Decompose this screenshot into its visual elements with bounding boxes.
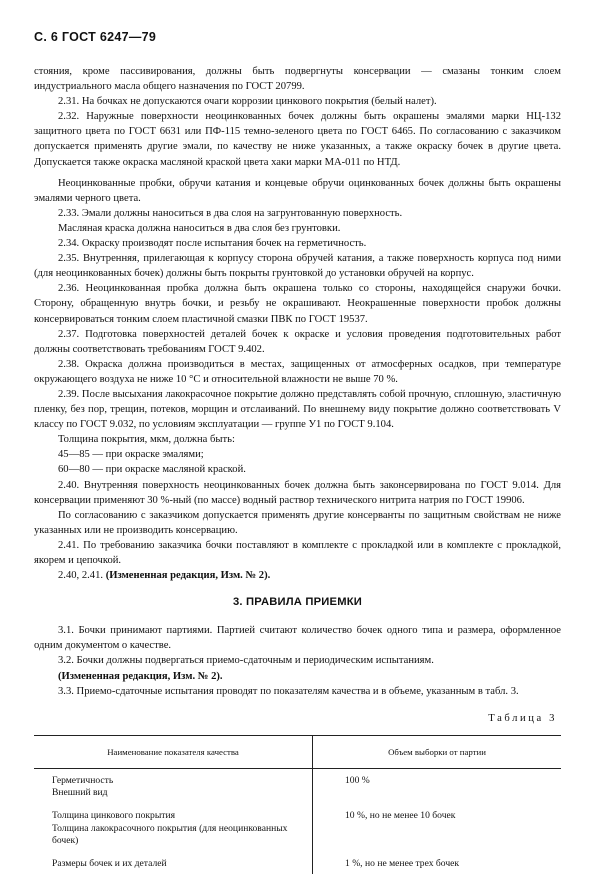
paragraph-2-40: 2.40. Внутренняя поверхность неоцинкованных бочек должна быть законсервирована по ГОСТ 9.014. Для консервации применяют 30 %-ный (по массе) водный раствор технического нитрита натрия по ГОСТ 19906. [34, 479, 561, 506]
table-header-cell: Объем выборки от партии [313, 735, 562, 768]
amendment-note [34, 568, 561, 583]
amendment-note: (Измененная редакция, Изм. № 2). [58, 670, 223, 682]
paragraph: Масляная краска должна наноситься в два слоя без грунтовки. [58, 222, 341, 234]
table-row [34, 768, 561, 804]
table-caption: Таблица 3 [488, 712, 557, 724]
document-body [34, 64, 561, 874]
paragraph-2-41: 2.41. По требованию заказчика бочки поставляют в комплекте с прокладкой или в комплекте с прокладкой, якорем и цепочкой. [34, 539, 561, 566]
cell-line: Внешний вид [52, 787, 108, 799]
table-row [34, 852, 561, 875]
table-cell [34, 768, 313, 804]
paragraph-2-31: 2.31. На бочках не допускаются очаги коррозии цинкового покрытия (белый налет). [58, 96, 437, 108]
paragraph-2-37: 2.37. Подготовка поверхностей деталей бочек к окраске и условия проведения подготовительных работ должны соответствовать требованиям ГОСТ 9.402. [34, 328, 561, 355]
table-header-row [34, 735, 561, 768]
paragraph: По согласованию с заказчиком допускается применять другие консерванты по защитным свойствам не ниже указанных или не производить консервацию. [34, 509, 561, 536]
paragraph-2-32: 2.32. Наружные поверхности неоцинкованных бочек должны быть окрашены эмалями марки НЦ-132 защитного цвета по ГОСТ 6631 или ПФ-115 темно-зеленого цвета по ГОСТ 6465. По согласованию с заказчиком допускается применять другие эмали, по качеству не ниже указанных, а также окраску бочек в другие цвета. Допускается также окраска масляной краской цвета хаки марки МА-011 по НТД. [34, 111, 561, 168]
paragraph-2-33: 2.33. Эмали должны наноситься в два слоя на загрунтованную поверхность. [58, 207, 403, 219]
paragraph-2-34: 2.34. Окраску производят после испытания бочек на герметичность. [58, 238, 367, 250]
table-cell [34, 852, 313, 875]
cell-line: Герметичность [52, 774, 114, 786]
paragraph-2-36: 2.36. Неоцинкованная пробка должна быть окрашена только со стороны, находящейся снаружи бочки. Сторону, обращенную внутрь бочки, и резьбу не окрашивают. Неокрашенные поверхности пробок должны консервироваться тонким слоем пластичной смазки ПВК по ГОСТ 19537. [34, 283, 561, 325]
paragraph-2-39: 2.39. После высыхания лакокрасочное покрытие должно представлять собой прочную, сплошную, эластичную пленку, без пор, трещин, потеков, морщин и отслаиваний. По внешнему виду покрытие должно соответствовать V классу по ГОСТ 9.032, по условиям эксплуатации — группе У1 по ГОСТ 9.104. [34, 388, 561, 431]
paragraph-3-3: 3.3. Приемо-сдаточные испытания проводят по показателям качества и в объеме, указанным в табл. 3. [58, 685, 519, 697]
table-header-cell: Наименование показателя качества [34, 735, 313, 768]
table-cell: 10 %, но не менее 10 бочек [345, 810, 456, 822]
table-row [34, 804, 561, 852]
paragraph-2-38: 2.38. Окраска должна производиться в местах, защищенных от атмосферных осадков, при температуре окружающего воздуха не ниже 10 °С и относительной влажности не выше 70 %. [34, 358, 561, 385]
paragraph-2-35: 2.35. Внутренняя, прилегающая к корпусу сторона обручей катания, а также поверхность корпуса под ними (для неоцинкованных бочек) должны быть покрыты грунтовкой до установки обручей на корпус. [34, 253, 561, 280]
list-item: 45—85 — при окраске эмалями; [58, 449, 204, 461]
paragraph: Толщина покрытия, мкм, должна быть: [58, 434, 235, 446]
paragraph: Неоцинкованные пробки, обручи катания и концевые обручи оцинкованных бочек должны быть окрашены эмалями черного цвета. [34, 177, 561, 204]
table-cell: 1 %, но не менее трех бочек [345, 857, 460, 869]
cell-line: Толщина лакокрасочного покрытия (для неоцинкованных бочек) [52, 822, 288, 847]
cell-line: Толщина цинкового покрытия [52, 810, 176, 822]
amendment-text: (Измененная редакция, Изм. № 2). [105, 570, 271, 582]
table-cell: 100 % [345, 774, 370, 786]
paragraph: стояния, кроме пассивирования, должны быть подвергнуты консервации — смазаны тонким слоем индустриального масла общего назначения по ГОСТ 20799. [34, 66, 561, 93]
paragraph-3-2: 3.2. Бочки должны подвергаться приемо-сдаточным и периодическим испытаниям. [58, 655, 434, 667]
cell-line: Размеры бочек и их деталей [52, 857, 167, 869]
amendment-ref: 2.40, 2.41. [58, 570, 104, 582]
table-cell [34, 804, 313, 852]
paragraph-3-1: 3.1. Бочки принимают партиями. Партией считают количество бочек одного типа и размера, оформленное одним документом о качестве. [34, 625, 561, 652]
page-header: С. 6 ГОСТ 6247—79 [34, 30, 157, 44]
section-title: 3. ПРАВИЛА ПРИЕМКИ [233, 596, 362, 609]
acceptance-table [34, 735, 561, 875]
list-item: 60—80 — при окраске масляной краской. [58, 464, 246, 476]
